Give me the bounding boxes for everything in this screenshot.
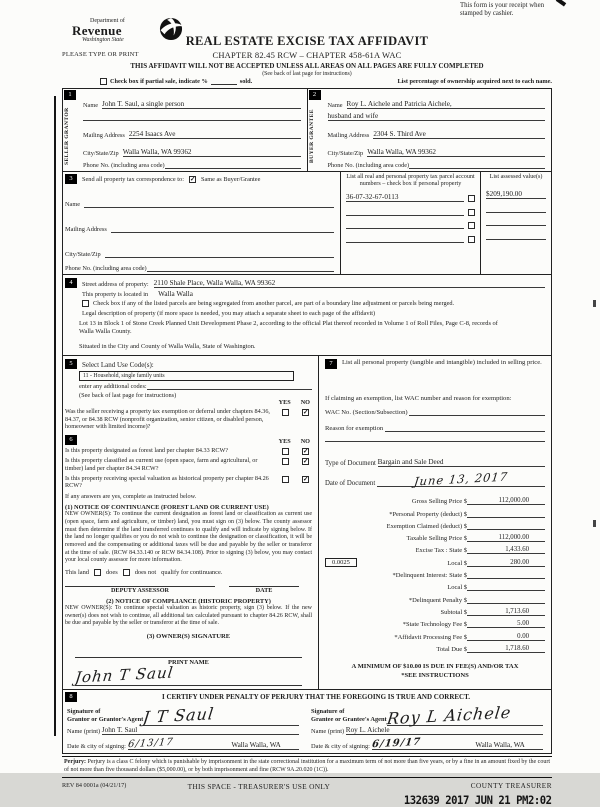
historic-no-checkbox[interactable]: ✓ — [303, 475, 309, 483]
seller-address-field[interactable]: 2254 Isaacs Ave — [129, 130, 301, 139]
corr-city-field[interactable] — [105, 257, 334, 258]
seller-name-field[interactable]: John T. Saul, a single person — [102, 100, 300, 109]
legal-description-label: Legal description of property (if more space is needed, you may attach a separate sheet to each page of the affidavit) — [82, 310, 376, 317]
seller-name-field-2[interactable] — [83, 120, 301, 121]
partial-sale-label: Check box if partial sale, indicate % — [110, 78, 208, 85]
state-technology-fee-value: 5.00 — [467, 620, 545, 628]
segregated-label: Check box if any of the listed parcels are being segregated from another parcel, are part of a boundary line adjustment or parcels being merged. — [93, 300, 455, 307]
logo-text-revenue: Revenue — [72, 23, 122, 38]
total-due-value: 1,718.60 — [467, 645, 545, 653]
exemption-reason-label: Reason for exemption — [325, 424, 384, 432]
owners-signature-title: (3) OWNER(S) SIGNATURE — [146, 632, 231, 640]
corr-name-field[interactable] — [84, 207, 334, 208]
see-back-note: (See back of last page for instructions) — [262, 71, 352, 77]
parcel-list-header: List all real and personal property tax parcel account numbers – check box if personal property — [346, 174, 475, 188]
revenue-logo — [72, 18, 192, 43]
additional-codes-field[interactable] — [147, 389, 312, 390]
grantee-signature-field[interactable]: Roy L Aichele — [387, 706, 543, 726]
parcel-personal-checkbox-4[interactable] — [468, 236, 475, 243]
located-in-field[interactable]: Walla Walla — [158, 290, 193, 298]
no-header-6: NO — [300, 438, 310, 446]
grantee-sig-label-2: Grantee or Grantee's Agent — [311, 715, 387, 723]
treasurer-stamp: 132639 2017 JUN 21 PM2:02 — [404, 792, 552, 807]
assessed-value-field-2[interactable] — [486, 204, 546, 213]
buyer-name-field-2[interactable]: husband and wife — [328, 112, 546, 121]
buyer-name-label: Name — [327, 102, 343, 109]
section-8-badge: 8 — [65, 692, 77, 702]
seller-side-label: SELLER GRANTOR — [64, 107, 70, 165]
deputy-assessor-label: DEPUTY ASSESSOR — [65, 586, 215, 594]
land-use-code-field[interactable]: 11 - Household, single family units — [79, 371, 294, 381]
perjury-notice — [62, 756, 552, 778]
grantor-print-label: Name (print) — [67, 727, 101, 735]
scan-artifact-tick — [593, 520, 596, 527]
assessed-value-header: List assessed value(s) — [489, 174, 543, 180]
excise-tax-local-value: 280.00 — [467, 559, 545, 567]
delinquent-interest-state-label: *Delinquent Interest: State $ — [392, 572, 467, 580]
grantor-signature-field[interactable]: J T Saul — [143, 706, 299, 726]
buyer-city-label: City/State/Zip — [327, 150, 364, 157]
personal-property-label: List all personal property (tangible and intangible) included in selling price. — [342, 358, 542, 366]
notice-continuance-body: NEW OWNER(S): To continue the current designation as forest land or classification as current use (open space, farm and agriculture, or timber) land, you must sign on (3) below. The county assessor must then determine if the land transferred continues to qualify and will indicate by signing below. If the land no longer qualifies or you do not wish to continue the designation or classification, it will be removed and the compensating or additional taxes will be due and payable by the seller or transferor at the time of sale. (RCW 84.33.140 or RCW 84.34.108). Prior to signing (3) below, you may contact your local county assessor for more information. — [65, 511, 312, 564]
affidavit-processing-fee-value: 0.00 — [467, 633, 545, 641]
assessed-value-field[interactable]: $209,190.00 — [486, 190, 546, 199]
grantor-print-field[interactable]: John T. Saul — [102, 726, 299, 735]
section-4-badge: 4 — [65, 278, 77, 288]
current-use-question: Is this property classified as current use (open space, farm and agricultural, or timber) land per chapter 84.34 RCW? — [65, 457, 258, 472]
seller-name-label: Name — [83, 102, 99, 109]
parcel-personal-checkbox-3[interactable] — [468, 222, 475, 229]
section-7-badge: 7 — [325, 359, 337, 369]
forest-no-checkbox[interactable]: ✓ — [303, 448, 309, 456]
certify-statement: I CERTIFY UNDER PENALTY OF PERJURY THAT THE FOREGOING IS TRUE AND CORRECT. — [161, 692, 470, 701]
located-in-label: This property is located in — [82, 291, 149, 298]
excise-tax-state-value: 1,433.60 — [467, 546, 545, 554]
see-instructions-note: *SEE INSTRUCTIONS — [401, 671, 469, 679]
buyer-city-field[interactable]: Walla Walla, WA 99362 — [367, 148, 545, 157]
document-type-field[interactable]: Bargain and Sale Deed — [378, 458, 545, 467]
subtotal-label: Subtotal $ — [440, 608, 467, 616]
section-2-badge: 2 — [309, 90, 321, 100]
street-address-field[interactable]: 2110 Shale Place, Walla Walla, WA 99362 — [154, 279, 545, 288]
grantor-sig-label-2: Grantor or Grantor's Agent — [67, 715, 144, 723]
yes-header-5: YES — [278, 398, 291, 406]
seller-city-label: City/State/Zip — [83, 150, 119, 157]
exemption-reason-field[interactable] — [385, 431, 545, 432]
certify-section — [62, 690, 552, 702]
grantee-sig-label-1: Signature of — [311, 707, 345, 715]
grantor-date-label: Date & city of signing: — [67, 742, 126, 750]
does-not-label: does not — [134, 568, 157, 576]
state-technology-fee-label: *State Technology Fee $ — [402, 621, 467, 629]
street-address-label: Street address of property: — [82, 281, 149, 288]
seller-exemption-question: Was the seller receiving a property tax exemption or deferral under chapters 84.36, 84.37, or 84.38 RCW (nonprofit organization, senior citizen, or disabled person, homeowner with limited income)? — [65, 407, 270, 431]
does-label: does — [105, 568, 118, 576]
notice-compliance-body: NEW OWNER(S): To continue special valuation as historic property, sign (3) below. If the new owner(s) does not wish to continue, all additional tax calculated pursuant to chapter 84.26 RCW, shall be due and payable by the seller or transferor at the time of sale. — [65, 604, 312, 627]
forest-yes-checkbox[interactable] — [282, 448, 289, 455]
notice-continuance-title: (1) NOTICE OF CONTINUANCE (FOREST LAND OR CURRENT USE) — [65, 504, 269, 512]
scan-artifact-tick — [593, 300, 596, 307]
does-checkbox[interactable] — [94, 569, 101, 576]
form-subtitle: CHAPTER 82.45 RCW – CHAPTER 458-61A WAC — [212, 50, 402, 60]
grantee-signature-block — [307, 702, 551, 753]
land-use-column — [63, 356, 319, 689]
perjury-text: Perjury is a class C felony which is punishable by imprisonment in the state correctional institution for a maximum term of not more than five years, or by a fine in an amount fixed by the court of not more than five thousand dollars ($5,000.00), or by both imprisonment and fine (RCW 9A.20.020 (1C)). — [64, 758, 551, 773]
parcel-number-field-3[interactable] — [346, 220, 464, 229]
exemption-no-checkbox[interactable]: ✓ — [303, 408, 309, 416]
revenue-swirl-icon — [158, 16, 184, 46]
legal-description-text-1: Lot 13 in Block 1 of Stone Creek Planned Unit Development Phase 2, according to the official Plat thereof recorded in Volume 1 of Roll Files, Page C-8, records of Walla Walla County. — [79, 320, 498, 336]
no-header-5: NO — [300, 398, 310, 406]
grantee-print-field[interactable]: Roy L. Aichele — [346, 726, 543, 735]
seller-phone-field[interactable] — [165, 168, 301, 169]
logo-text-dept: Department of — [90, 18, 125, 24]
affidavit-processing-fee-label: *Affidavit Processing Fee $ — [394, 633, 467, 641]
parcel-personal-checkbox-1[interactable] — [468, 195, 475, 202]
section-3-badge: 3 — [65, 174, 77, 184]
print-name-label: PRINT NAME — [168, 658, 209, 666]
this-land-label: This land — [65, 568, 89, 576]
exemption-intro: If claiming an exemption, list WAC number and reason for exemption: — [325, 394, 512, 402]
form-footer — [62, 782, 552, 807]
same-as-buyer-checkbox[interactable]: ✓ — [189, 175, 196, 183]
current-use-no-checkbox[interactable]: ✓ — [303, 458, 309, 466]
buyer-name-field[interactable]: Roy L. Aichele and Patricia Aichele, — [347, 100, 545, 109]
partial-sold-label: sold. — [239, 78, 253, 85]
personal-property-deduct-label: *Personal Property (deduct) $ — [389, 510, 467, 518]
document-type-label: Type of Document — [325, 459, 376, 467]
minimum-due-note: A MINIMUM OF $10.00 IS DUE IN FEE(S) AND/OR TAX — [351, 662, 519, 670]
form-title: REAL ESTATE EXCISE TAX AFFIDAVIT — [185, 34, 429, 48]
parcel-number-field-2[interactable] — [346, 207, 464, 216]
seller-address-label: Mailing Address — [83, 132, 125, 139]
land-use-see-back: (See back of last page for instructions) — [79, 391, 177, 399]
delinquent-penalty-label: *Delinquent Penalty $ — [408, 596, 467, 604]
parcel-personal-checkbox-2[interactable] — [468, 209, 475, 216]
corr-phone-field[interactable] — [147, 271, 334, 272]
send-correspondence-label: Send all property tax correspondence to: — [82, 175, 184, 183]
owner-signature-line[interactable] — [75, 642, 302, 658]
type-or-print-note: PLEASE TYPE OR PRINT — [62, 51, 139, 58]
exemption-claimed-value — [467, 529, 545, 530]
if-yes-instruction: If any answers are yes, complete as instructed below. — [65, 493, 197, 501]
delinquent-interest-state-value — [467, 578, 545, 579]
forest-land-question: Is this property designated as forest land per chapter 84.33 RCW? — [65, 447, 229, 455]
grantor-signature-block — [63, 702, 307, 753]
corr-address-label: Mailing Address — [65, 226, 107, 233]
rev-number: REV 84 0001a (04/21/17) — [62, 781, 127, 789]
gross-selling-price-label: Gross Selling Price $ — [411, 498, 467, 506]
gross-selling-price-value: 112,000.00 — [467, 497, 545, 505]
exemption-yes-checkbox[interactable] — [282, 409, 289, 416]
local-rate-box: 0.0025 — [325, 558, 357, 567]
logo-text-state: Washington State — [82, 37, 124, 43]
wac-number-field[interactable] — [409, 415, 545, 416]
owner-print-name-field[interactable]: John T Saul — [75, 666, 302, 686]
receipt-note: This form is your receipt when stamped by cashier. — [460, 2, 544, 18]
corr-name-label: Name — [65, 201, 81, 208]
assessor-date-label: DATE — [229, 586, 299, 594]
grantor-city-field[interactable]: Walla Walla, WA — [213, 741, 299, 750]
buyer-side-label: BUYER GRANTEE — [308, 109, 315, 163]
notice-compliance-title: (2) NOTICE OF COMPLIANCE (HISTORIC PROPERTY) — [106, 597, 271, 605]
same-as-buyer-label: Same as Buyer/Grantee — [200, 175, 261, 183]
delinquent-penalty-value — [467, 603, 545, 604]
document-date-field[interactable]: June 13, 2017 — [377, 472, 545, 487]
parcel-number-field[interactable]: 36-07-32-67-0113 — [346, 193, 464, 202]
subtotal-value: 1,713.60 — [467, 608, 545, 616]
additional-codes-label: enter any additional codes: — [79, 382, 147, 390]
buyer-phone-field[interactable] — [409, 168, 545, 169]
taxable-selling-price-label: Taxable Selling Price $ — [406, 535, 467, 543]
buyer-address-field[interactable]: 2304 S. Third Ave — [373, 130, 545, 139]
segregated-checkbox[interactable] — [82, 300, 89, 307]
scan-artifact-left-line — [54, 96, 56, 736]
perjury-label: Perjury: — [64, 758, 86, 765]
fees-column — [319, 356, 551, 689]
buyer-section — [308, 89, 552, 171]
excise-tax-local-label: Local $ — [447, 559, 467, 567]
current-use-yes-checkbox[interactable] — [282, 458, 289, 465]
section-1-badge: 1 — [64, 90, 76, 100]
buyer-address-label: Mailing Address — [327, 132, 370, 139]
partial-sale-checkbox[interactable] — [100, 78, 107, 85]
grantee-date-field[interactable]: 6/19/17 — [372, 738, 458, 750]
document-date-label: Date of Document — [325, 479, 376, 487]
assessed-value-field-4[interactable] — [486, 231, 546, 240]
buyer-phone-label: Phone No. (including area code) — [327, 162, 410, 169]
scan-artifact-corner — [556, 0, 566, 7]
taxable-selling-price-value: 112,000.00 — [467, 534, 545, 542]
ownership-note: List percentage of ownership acquired next to each name. — [397, 78, 552, 85]
partial-percent-field[interactable] — [211, 84, 237, 85]
legal-description-text-2: Situated in the City and County of Walla Walla, State of Washington. — [79, 342, 256, 350]
corr-phone-label: Phone No. (including area code) — [65, 265, 147, 272]
qualify-label: qualify for continuance. — [161, 568, 223, 576]
correspondence-section — [62, 172, 552, 275]
section-5-badge: 5 — [65, 359, 77, 369]
total-due-label: Total Due $ — [436, 645, 467, 653]
personal-property-deduct-value — [467, 517, 545, 518]
corr-city-label: City/State/Zip — [65, 251, 101, 258]
yes-header-6: YES — [278, 438, 291, 446]
county-treasurer-label: COUNTY TREASURER — [470, 781, 552, 790]
fees-table — [325, 493, 545, 653]
wac-number-label: WAC No. (Section/Subsection) — [325, 408, 408, 416]
section-6-badge: 6 — [65, 435, 77, 445]
historic-yes-checkbox[interactable] — [282, 476, 289, 483]
grantee-city-field[interactable]: Walla Walla, WA — [457, 741, 543, 750]
treasurer-space-note: THIS SPACE - TREASURER'S USE ONLY — [187, 781, 331, 791]
exemption-reason-field-2[interactable] — [325, 441, 545, 442]
land-use-title: Select Land Use Code(s): — [82, 360, 154, 369]
delinquent-interest-local-value — [467, 590, 545, 591]
grantee-date-label: Date & city of signing: — [311, 742, 370, 750]
grantor-date-field[interactable]: 6/13/17 — [128, 738, 214, 750]
seller-city-field[interactable]: Walla Walla, WA 99362 — [123, 148, 301, 157]
seller-section — [63, 89, 308, 171]
property-section — [62, 275, 552, 356]
corr-address-field[interactable] — [111, 232, 334, 233]
does-not-checkbox[interactable] — [123, 569, 130, 576]
seller-phone-label: Phone No. (including area code) — [83, 162, 165, 169]
form-header — [62, 2, 552, 77]
warning-line: THIS AFFIDAVIT WILL NOT BE ACCEPTED UNLESS ALL AREAS ON ALL PAGES ARE FULLY COMPLETED — [130, 62, 484, 70]
historic-question: Is this property receiving special valuation as historical property per chapter 84.26 RCW? — [65, 474, 269, 490]
grantor-sig-label-1: Signature of — [67, 707, 101, 715]
delinquent-interest-local-label: Local $ — [447, 584, 467, 592]
parcel-number-field-4[interactable] — [346, 234, 464, 243]
excise-tax-state-label: Excise Tax : State $ — [415, 547, 467, 555]
exemption-claimed-label: Exemption Claimed (deduct) $ — [386, 522, 467, 530]
grantee-print-label: Name (print) — [311, 727, 345, 735]
assessed-value-field-3[interactable] — [486, 217, 546, 226]
